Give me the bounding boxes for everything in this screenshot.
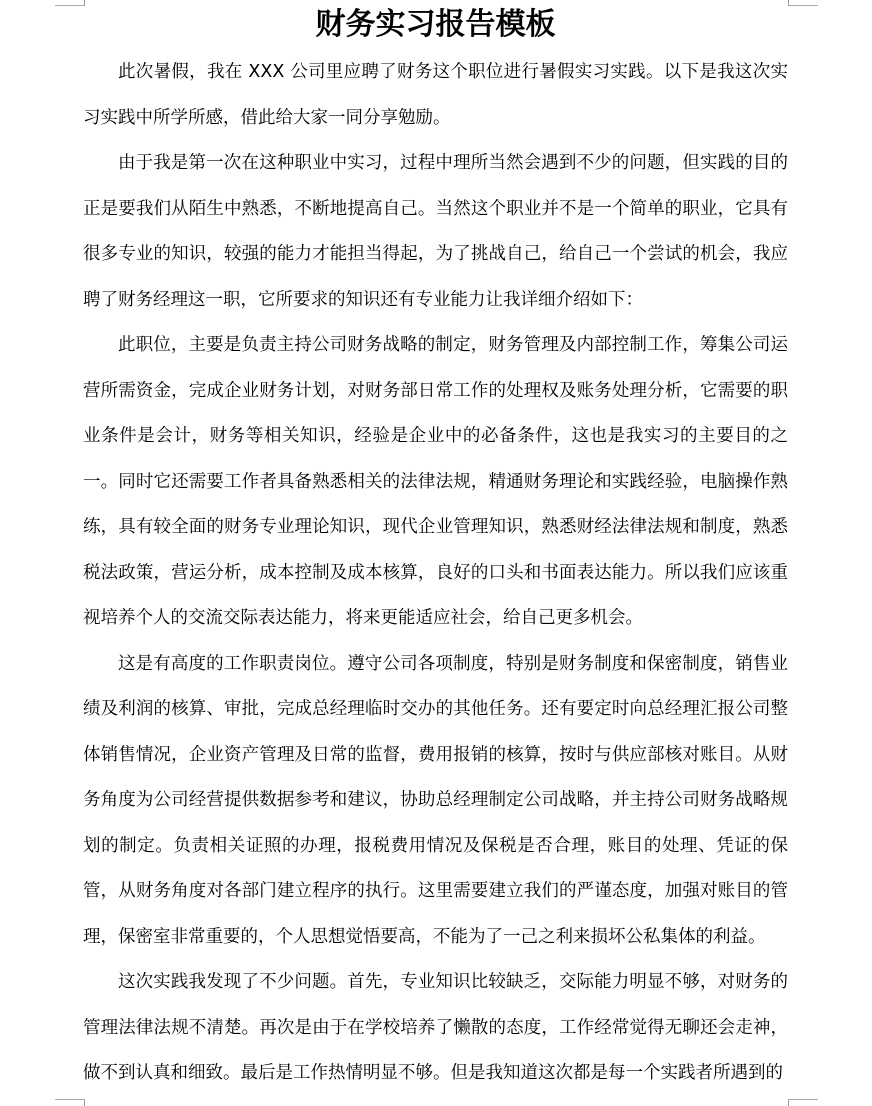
text-boundary-mark-top-left bbox=[55, 0, 85, 6]
paragraph-intro: 此次暑假，我在 XXX 公司里应聘了财务这个职位进行暑假实习实践。以下是我这次实习实践中所学所感，借此给大家一同分享勉励。 bbox=[83, 62, 788, 128]
paragraph-motivation: 由于我是第一次在这种职业中实习，过程中理所当然会遇到不少的问题，但实践的目的正是要我们从陌生中熟悉，不断地提高自己。当然这个职业并不是一个简单的职业，它具有很多专业的知识，较强的能力才能担当得起，为了挑战自己，给自己一个尝试的机会，我应聘了财务经理这一职，它所要求的知识还有专业能力让我详细介绍如下： bbox=[83, 153, 788, 310]
text-boundary-mark-top-right bbox=[788, 0, 818, 6]
paragraph-position-duties: 此职位，主要是负责主持公司财务战略的制定，财务管理及内部控制工作，筹集公司运营所需资金，完成企业财务计划，对财务部日常工作的处理权及账务处理分析，它需要的职业条件是会计，财务等相关知识，经验是企业中的必备条件，这也是我实习的主要目的之一。同时它还需要工作者具备熟悉相关的法律法规，精通财务理论和实践经验，电脑操作熟练，具有较全面的财务专业理论知识，现代企业管理知识，熟悉财经法律法规和制度，熟悉税法政策，营运分析，成本控制及成本核算，良好的口头和书面表达能力。所以我们应该重视培养个人的交流交际表达能力，将来更能适应社会，给自己更多机会。 bbox=[83, 335, 788, 628]
paragraph-problems-found: 这次实践我发现了不少问题。首先，专业知识比较缺乏，交际能力明显不够，对财务的管理法律法规不清楚。再次是由于在学校培养了懒散的态度，工作经常觉得无聊还会走神，做不到认真和细致。最后是工作热情明显不够。但是我知道这次都是每一个实践者所遇到的 bbox=[83, 972, 788, 1083]
document-title: 财务实习报告模板 bbox=[315, 7, 556, 42]
document-body bbox=[83, 0, 788, 1097]
paragraph-responsibilities: 这是有高度的工作职责岗位。遵守公司各项制度，特别是财务制度和保密制度，销售业绩及利润的核算、审批，完成总经理临时交办的其他任务。还有要定时向总经理汇报公司整体销售情况，企业资产管理及日常的监督，费用报销的核算，按时与供应部核对账目。从财务角度为公司经营提供数据参考和建议，协助总经理制定公司战略，并主持公司财务战略规划的制定。负责相关证照的办理，报税费用情况及保税是否合理，账目的处理、凭证的保管，从财务角度对各部门建立程序的执行。这里需要建立我们的严谨态度，加强对账目的管理，保密室非常重要的，个人思想觉悟要高，不能为了一己之利来损坏公私集体的利益。 bbox=[83, 653, 788, 947]
text-boundary-mark-bottom-left bbox=[55, 1099, 85, 1106]
text-boundary-mark-bottom-right bbox=[788, 1099, 818, 1106]
